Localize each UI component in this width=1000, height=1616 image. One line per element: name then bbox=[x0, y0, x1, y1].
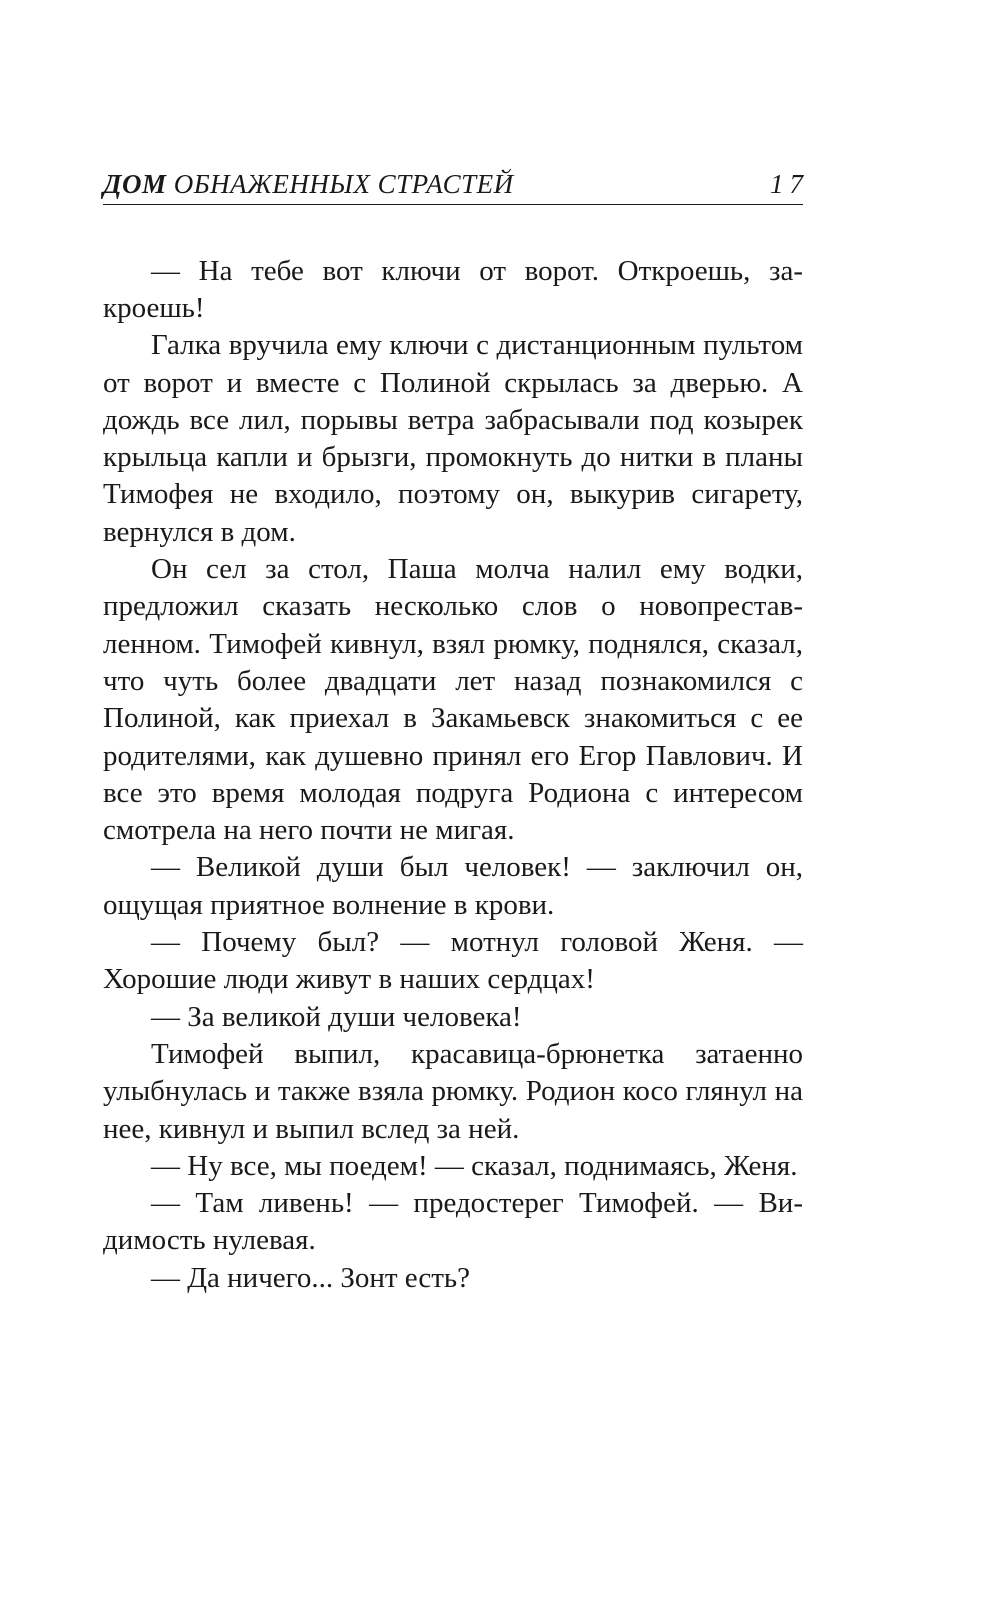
book-title-rest: ОБНАЖЕННЫХ СТРАСТЕЙ bbox=[166, 169, 514, 199]
paragraph: — Ну все, мы поедем! — сказал, поднимаясь, Женя. bbox=[151, 1149, 798, 1182]
paragraph: Он сел за стол, Паша молча налил ему водки, предложил сказать несколько слов о новопреставленном. Тимофей кивнул, взял рюмку, поднялся, сказал, что чуть более двадцати лет назад познакомился с Полиной, как приехал в Закамьевск знакомиться с ее родителями, как душевно принял его Егор Павлович. И все это время молодая подруга Родиона с интересом смотрела на него почти не мигая. bbox=[103, 553, 803, 847]
book-title bbox=[103, 170, 514, 200]
book-page bbox=[103, 169, 809, 1297]
paragraph: — На тебе вот ключи от ворот. Откроешь, закроешь! bbox=[103, 254, 803, 324]
paragraph: — Почему был? — мотнул головой Женя. — Хорошие люди живут в наших сердцах! bbox=[103, 926, 803, 996]
page-number: 17 bbox=[770, 169, 809, 199]
body-text bbox=[103, 253, 803, 1297]
paragraph: Галка вручила ему ключи с дистанционным пультом от ворот и вместе с Полиной скрылась за дверью. А дождь все лил, порывы ветра забрасывали под козырек крыльца капли и брызги, промокнуть до нитки в планы Тимофея не входило, поэтому он, выкурив сигарету, вернулся в дом. bbox=[103, 329, 803, 548]
running-header bbox=[103, 169, 809, 205]
paragraph: Тимофей выпил, красавица-брюнетка затаенно улыбнулась и также взяла рюмку. Родион косо глянул на нее, кивнул и выпил вслед за ней. bbox=[103, 1037, 803, 1145]
paragraph: — Великой души был человек! — заключил он, ощущая приятное волнение в крови. bbox=[103, 851, 803, 921]
book-title-first-word: ДОМ bbox=[103, 169, 167, 199]
paragraph: — Там ливень! — предостерег Тимофей. — Видимость нулевая. bbox=[103, 1187, 803, 1257]
paragraph: — Да ничего... Зонт есть? bbox=[151, 1261, 471, 1294]
paragraph: — За великой души человека! bbox=[151, 1000, 522, 1033]
